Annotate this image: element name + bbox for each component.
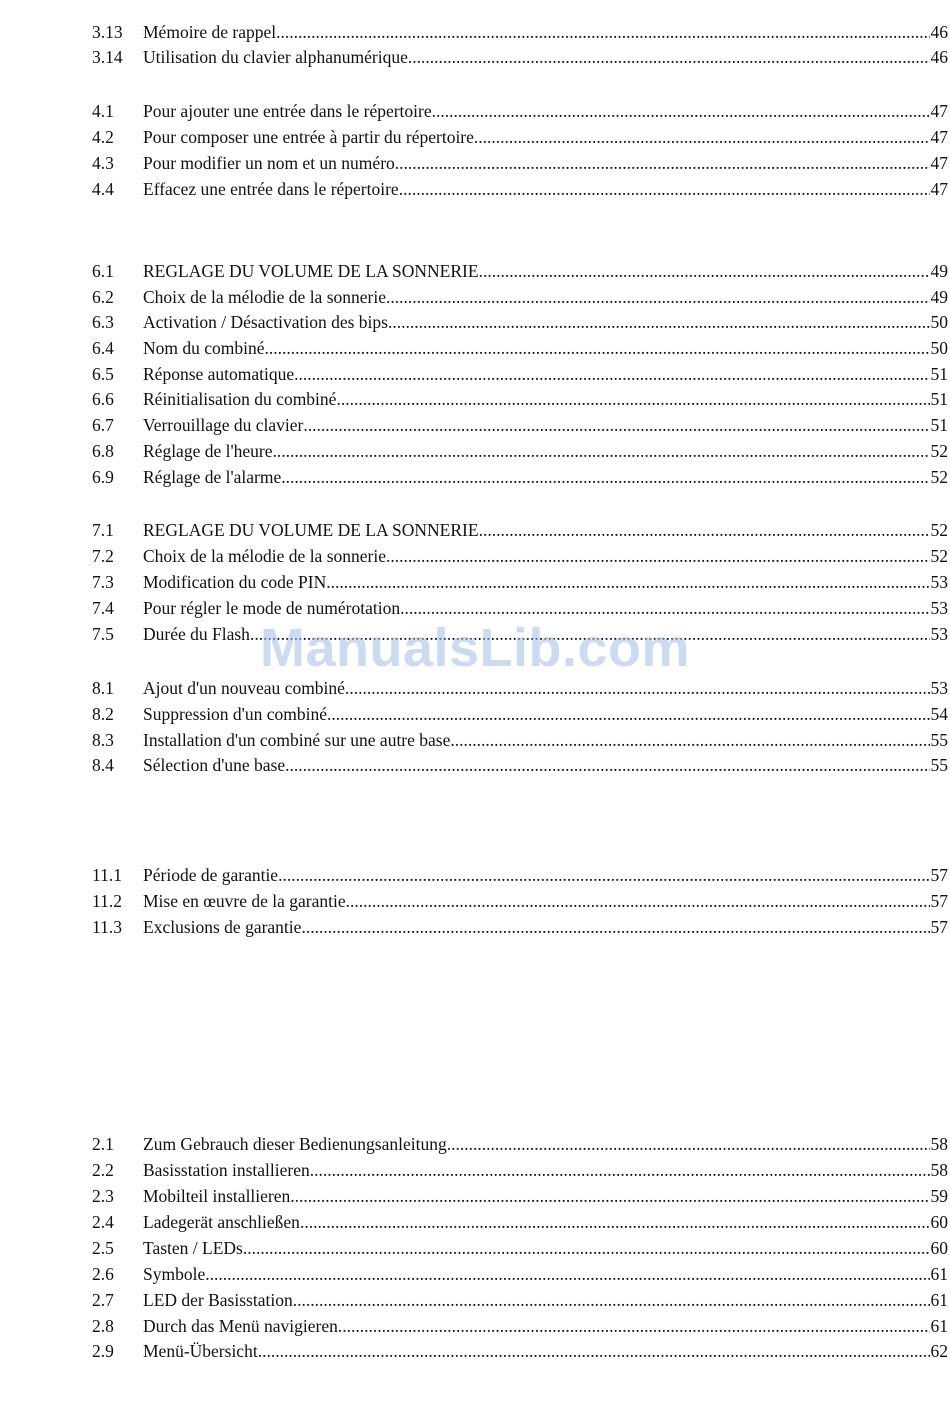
toc-entry-title: LED der Basisstation bbox=[143, 1290, 293, 1310]
toc-entry-number: 6.1 bbox=[92, 261, 114, 281]
toc-entry-title: REGLAGE DU VOLUME DE LA SONNERIE bbox=[143, 261, 479, 281]
toc-entry-number: 8.1 bbox=[92, 678, 114, 698]
toc-dot-leader bbox=[243, 1236, 930, 1260]
toc-entry-title: Tasten / LEDs bbox=[143, 1238, 243, 1258]
toc-entry-page: 53 bbox=[930, 598, 948, 618]
toc-dot-leader bbox=[346, 889, 930, 913]
toc-dot-leader bbox=[450, 728, 929, 752]
toc-entry-title: Mobilteil installieren bbox=[143, 1186, 291, 1206]
toc-entry-number: 2.1 bbox=[92, 1134, 114, 1154]
toc-entry[interactable] bbox=[92, 362, 948, 386]
toc-entry-page: 53 bbox=[930, 572, 948, 592]
toc-entry[interactable] bbox=[92, 387, 948, 411]
toc-entry-title: Sélection d'une base bbox=[143, 755, 286, 775]
toc-dot-leader bbox=[326, 570, 929, 594]
toc-entry-title: Menü-Übersicht bbox=[143, 1341, 258, 1361]
toc-entry-page: 53 bbox=[930, 678, 948, 698]
toc-entry[interactable] bbox=[92, 728, 948, 752]
toc-dot-leader bbox=[278, 863, 929, 887]
toc-entry-number: 8.4 bbox=[92, 755, 114, 775]
toc-entry-number: 6.5 bbox=[92, 364, 114, 384]
toc-entry-title: Durée du Flash bbox=[143, 624, 250, 644]
toc-entry-page: 55 bbox=[930, 755, 948, 775]
toc-entry[interactable] bbox=[92, 1158, 948, 1182]
toc-entry-title: Pour modifier un nom et un numéro bbox=[143, 153, 395, 173]
toc-entry-page: 58 bbox=[930, 1134, 948, 1154]
toc-entry-title: Installation d'un combiné sur une autre base bbox=[143, 730, 451, 750]
toc-entry-number: 2.5 bbox=[92, 1238, 114, 1258]
toc-entry-page: 51 bbox=[930, 415, 948, 435]
toc-entry[interactable] bbox=[92, 99, 948, 123]
toc-dot-leader bbox=[303, 413, 929, 437]
toc-entry-title: Pour composer une entrée à partir du répertoire bbox=[143, 127, 474, 147]
toc-dot-leader bbox=[290, 1184, 929, 1208]
toc-entry[interactable] bbox=[92, 863, 948, 887]
toc-dot-leader bbox=[447, 1132, 930, 1156]
toc-entry[interactable] bbox=[92, 753, 948, 777]
toc-entry-title: Basisstation installieren bbox=[143, 1160, 310, 1180]
toc-dot-leader bbox=[474, 125, 930, 149]
toc-entry-number: 11.1 bbox=[92, 865, 122, 885]
toc-entry-page: 49 bbox=[930, 287, 948, 307]
toc-entry-page: 53 bbox=[930, 624, 948, 644]
toc-entry[interactable] bbox=[92, 413, 948, 437]
toc-entry-number: 11.2 bbox=[92, 891, 122, 911]
toc-entry[interactable] bbox=[92, 151, 948, 175]
toc-entry[interactable] bbox=[92, 518, 948, 542]
toc-entry-title: Activation / Désactivation des bips bbox=[143, 312, 388, 332]
toc-entry-title: Ladegerät anschließen bbox=[143, 1212, 300, 1232]
toc-entry[interactable] bbox=[92, 1236, 948, 1260]
toc-entry-page: 54 bbox=[930, 704, 948, 724]
toc-entry-number: 7.5 bbox=[92, 624, 114, 644]
toc-entry-title: Durch das Menü navigieren bbox=[143, 1316, 338, 1336]
toc-entry[interactable] bbox=[92, 1184, 948, 1208]
toc-entry[interactable] bbox=[92, 285, 948, 309]
toc-entry-page: 47 bbox=[930, 179, 948, 199]
toc-entry-page: 52 bbox=[930, 520, 948, 540]
toc-entry-page: 60 bbox=[930, 1212, 948, 1232]
toc-entry-page: 58 bbox=[930, 1160, 948, 1180]
toc-dot-leader bbox=[300, 1210, 930, 1234]
toc-entry-number: 2.8 bbox=[92, 1316, 114, 1336]
toc-entry-title: Ajout d'un nouveau combiné bbox=[143, 678, 345, 698]
toc-entry-number: 4.4 bbox=[92, 179, 114, 199]
toc-entry-number: 2.7 bbox=[92, 1290, 114, 1310]
toc-dot-leader bbox=[388, 310, 930, 334]
toc-entry-title: Réinitialisation du combiné bbox=[143, 389, 337, 409]
toc-entry-page: 59 bbox=[930, 1186, 948, 1206]
toc-entry-page: 46 bbox=[930, 22, 948, 42]
toc-entry-page: 57 bbox=[930, 917, 948, 937]
watermark: ManualsLib.com bbox=[259, 618, 691, 678]
toc-entry-title: Exclusions de garantie bbox=[143, 917, 302, 937]
toc-entry-number: 7.1 bbox=[92, 520, 114, 540]
toc-entry-title: Nom du combiné bbox=[143, 338, 265, 358]
toc-dot-leader bbox=[479, 259, 930, 283]
toc-dot-leader bbox=[310, 1158, 930, 1182]
toc-entry-page: 49 bbox=[930, 261, 948, 281]
toc-entry[interactable] bbox=[92, 915, 948, 939]
toc-dot-leader bbox=[250, 622, 930, 646]
toc-entry[interactable] bbox=[92, 1288, 948, 1312]
toc-entry[interactable] bbox=[92, 465, 948, 489]
toc-entry-number: 8.3 bbox=[92, 730, 114, 750]
toc-entry-title: Choix de la mélodie de la sonnerie bbox=[143, 546, 386, 566]
toc-entry[interactable] bbox=[92, 1339, 948, 1363]
toc-entry-page: 50 bbox=[930, 312, 948, 332]
toc-entry-page: 46 bbox=[930, 47, 948, 67]
toc-entry-title: Zum Gebrauch dieser Bedienungsanleitung bbox=[143, 1134, 447, 1154]
toc-entry-page: 61 bbox=[930, 1316, 948, 1336]
toc-entry[interactable] bbox=[92, 596, 948, 620]
toc-entry[interactable] bbox=[92, 544, 948, 568]
toc-entry[interactable] bbox=[92, 622, 948, 646]
toc-entry[interactable] bbox=[92, 177, 948, 201]
toc-entry-number: 2.2 bbox=[92, 1160, 114, 1180]
toc-entry[interactable] bbox=[92, 1262, 948, 1286]
toc-dot-leader bbox=[285, 753, 929, 777]
toc-entry-title: Réglage de l'alarme bbox=[143, 467, 282, 487]
toc-entry-page: 61 bbox=[930, 1290, 948, 1310]
toc-entry-title: Verrouillage du clavier bbox=[143, 415, 304, 435]
toc-dot-leader bbox=[272, 439, 929, 463]
toc-entry-page: 62 bbox=[930, 1341, 948, 1361]
toc-entry-title: Pour régler le mode de numérotation bbox=[143, 598, 401, 618]
toc-dot-leader bbox=[386, 544, 930, 568]
toc-entry-page: 52 bbox=[930, 467, 948, 487]
toc-entry-title: Utilisation du clavier alphanumérique bbox=[143, 47, 408, 67]
toc-entry-title: Modification du code PIN bbox=[143, 572, 327, 592]
toc-entry[interactable] bbox=[92, 1314, 948, 1338]
toc-dot-leader bbox=[276, 20, 929, 44]
toc-entry-page: 47 bbox=[930, 153, 948, 173]
toc-entry-number: 7.2 bbox=[92, 546, 114, 566]
toc-dot-leader bbox=[386, 285, 930, 309]
toc-entry-title: Mémoire de rappel bbox=[143, 22, 277, 42]
toc-entry-number: 6.4 bbox=[92, 338, 114, 358]
toc-dot-leader bbox=[281, 465, 929, 489]
toc-entry-number: 2.6 bbox=[92, 1264, 114, 1284]
toc-dot-leader bbox=[301, 915, 929, 939]
toc-entry-number: 2.9 bbox=[92, 1341, 114, 1361]
toc-entry[interactable] bbox=[92, 889, 948, 913]
toc-entry-title: Réglage de l'heure bbox=[143, 441, 273, 461]
toc-entry[interactable] bbox=[92, 570, 948, 594]
toc-entry-number: 3.13 bbox=[92, 22, 123, 42]
toc-entry-number: 4.3 bbox=[92, 153, 114, 173]
toc-entry-number: 8.2 bbox=[92, 704, 114, 724]
toc-entry-title: Pour ajouter une entrée dans le répertoire bbox=[143, 101, 432, 121]
toc-entry-number: 11.3 bbox=[92, 917, 122, 937]
toc-dot-leader bbox=[265, 336, 930, 360]
toc-entry-number: 4.1 bbox=[92, 101, 114, 121]
toc-entry-page: 55 bbox=[930, 730, 948, 750]
toc-entry[interactable] bbox=[92, 125, 948, 149]
toc-entry-page: 52 bbox=[930, 546, 948, 566]
toc-entry[interactable] bbox=[92, 45, 948, 69]
toc-entry[interactable] bbox=[92, 1132, 948, 1156]
toc-entry[interactable] bbox=[92, 310, 948, 334]
toc-entry-title: Mise en œuvre de la garantie bbox=[143, 891, 346, 911]
toc-entry-number: 2.4 bbox=[92, 1212, 114, 1232]
toc-entry-title: Choix de la mélodie de la sonnerie bbox=[143, 287, 386, 307]
toc-entry-page: 52 bbox=[930, 441, 948, 461]
toc-entry-title: Symbole bbox=[143, 1264, 206, 1284]
toc-entry[interactable] bbox=[92, 1210, 948, 1234]
toc-entry-number: 6.6 bbox=[92, 389, 114, 409]
toc-dot-leader bbox=[205, 1262, 929, 1286]
toc-entry-number: 7.3 bbox=[92, 572, 114, 592]
toc-dot-leader bbox=[345, 676, 930, 700]
toc-entry-number: 6.9 bbox=[92, 467, 114, 487]
toc-dot-leader bbox=[399, 177, 930, 201]
toc-entry-page: 57 bbox=[930, 891, 948, 911]
toc-entry-page: 60 bbox=[930, 1238, 948, 1258]
toc-entry-number: 3.14 bbox=[92, 47, 123, 67]
toc-entry[interactable] bbox=[92, 20, 948, 44]
toc-entry-page: 47 bbox=[930, 101, 948, 121]
toc-entry[interactable] bbox=[92, 702, 948, 726]
toc-entry-number: 4.2 bbox=[92, 127, 114, 147]
toc-entry-title: Réponse automatique bbox=[143, 364, 295, 384]
toc-entry-number: 7.4 bbox=[92, 598, 114, 618]
toc-entry-page: 51 bbox=[930, 364, 948, 384]
toc-entry-number: 6.8 bbox=[92, 441, 114, 461]
toc-entry-number: 2.3 bbox=[92, 1186, 114, 1206]
toc-entry-number: 6.3 bbox=[92, 312, 114, 332]
toc-dot-leader bbox=[479, 518, 930, 542]
toc-dot-leader bbox=[327, 702, 930, 726]
toc-entry-number: 6.2 bbox=[92, 287, 114, 307]
toc-entry[interactable] bbox=[92, 336, 948, 360]
toc-entry-page: 51 bbox=[930, 389, 948, 409]
toc-entry-page: 50 bbox=[930, 338, 948, 358]
toc-dot-leader bbox=[258, 1339, 930, 1363]
toc-entry-number: 6.7 bbox=[92, 415, 114, 435]
toc-dot-leader bbox=[395, 151, 930, 175]
toc-dot-leader bbox=[294, 362, 929, 386]
toc-dot-leader bbox=[432, 99, 930, 123]
toc-entry[interactable] bbox=[92, 439, 948, 463]
toc-entry-page: 61 bbox=[930, 1264, 948, 1284]
toc-entry-title: Suppression d'un combiné bbox=[143, 704, 327, 724]
toc-entry-title: Effacez une entrée dans le répertoire bbox=[143, 179, 399, 199]
toc-entry[interactable] bbox=[92, 676, 948, 700]
toc-entry[interactable] bbox=[92, 259, 948, 283]
toc-entry-title: Période de garantie bbox=[143, 865, 279, 885]
toc-entry-page: 47 bbox=[930, 127, 948, 147]
toc-dot-leader bbox=[336, 387, 929, 411]
toc-dot-leader bbox=[338, 1314, 930, 1338]
toc-entry-page: 57 bbox=[930, 865, 948, 885]
toc-entry-title: REGLAGE DU VOLUME DE LA SONNERIE bbox=[143, 520, 479, 540]
toc-dot-leader bbox=[293, 1288, 930, 1312]
toc-dot-leader bbox=[408, 45, 930, 69]
toc-dot-leader bbox=[400, 596, 929, 620]
